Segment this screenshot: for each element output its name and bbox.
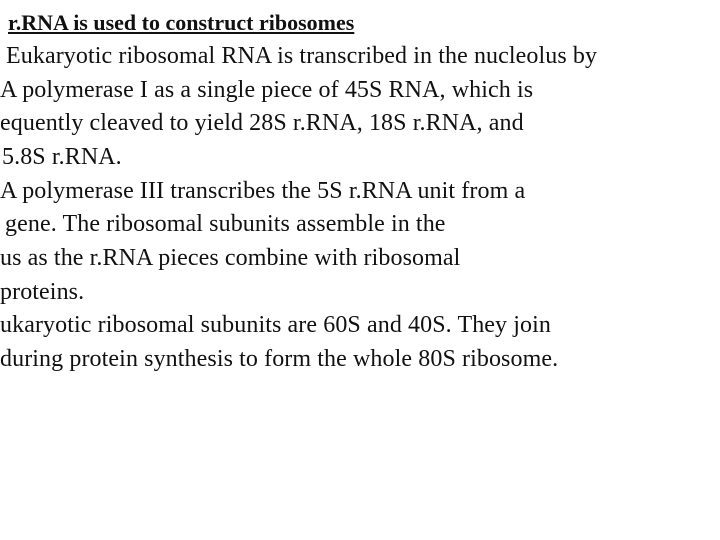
body-line-7: us as the r.RNA pieces combine with ribosomal: [0, 245, 461, 271]
body-line-3: equently cleaved to yield 28S r.RNA, 18S r.RNA, and: [0, 110, 524, 136]
body-line-6: gene. The ribosomal subunits assemble in the: [5, 211, 446, 237]
body-line-8: proteins.: [0, 279, 85, 305]
slide-title: r.RNA is used to construct ribosomes: [8, 10, 355, 35]
body-line-2: A polymerase I as a single piece of 45S RNA, which is: [0, 77, 534, 103]
body-line-4: 5.8S r.RNA.: [2, 144, 122, 170]
body-line-10: during protein synthesis to form the whole 80S ribosome.: [0, 346, 559, 372]
body-line-1: Eukaryotic ribosomal RNA is transcribed in the nucleolus by: [6, 43, 598, 69]
body-line-9: ukaryotic ribosomal subunits are 60S and 40S. They join: [0, 312, 551, 338]
body-line-5: A polymerase III transcribes the 5S r.RNA unit from a: [0, 178, 526, 204]
